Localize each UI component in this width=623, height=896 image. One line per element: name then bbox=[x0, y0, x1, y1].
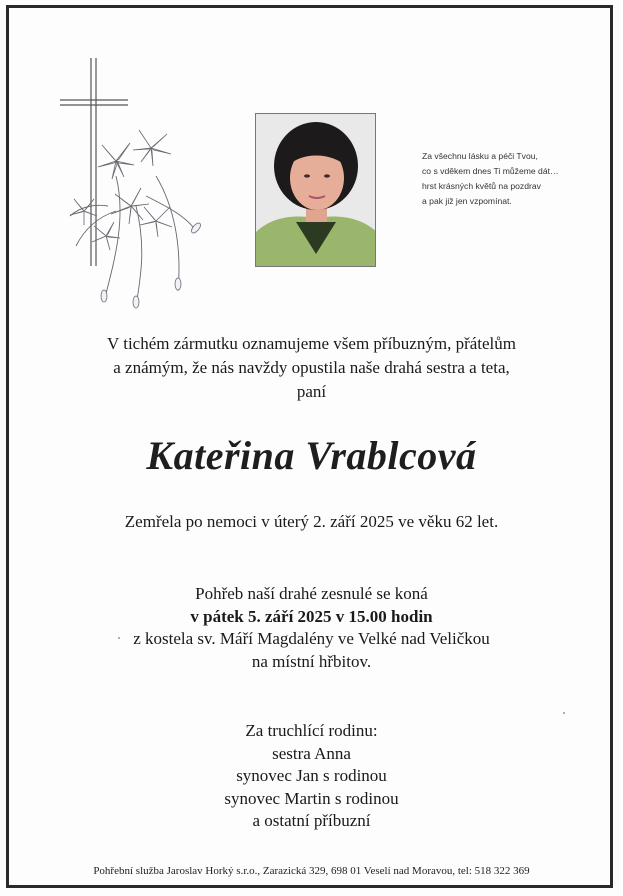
funeral-service-footer: Pohřební služba Jaroslav Horký s.r.o., Zarazická 329, 698 01 Veselí nad Moravou, tel: 518 322 369 bbox=[93, 865, 530, 877]
funeral-date-time: v pátek 5. září 2025 v 15.00 hodin bbox=[190, 606, 433, 626]
family-heading: Za truchlící rodinu: bbox=[245, 721, 378, 740]
poem-line: hrst krásných květů na pozdrav bbox=[422, 181, 541, 191]
cross-with-lilies-icon bbox=[56, 56, 201, 314]
funeral-location: z kostela sv. Máří Magdalény ve Velké nad Veličkou bbox=[133, 629, 490, 648]
family-member: synovec Jan s rodinou bbox=[236, 766, 387, 785]
deceased-name: Kateřina Vrablcová bbox=[146, 433, 477, 478]
poem-line: a pak již jen vzpomínat. bbox=[422, 196, 512, 206]
family-member: a ostatní příbuzní bbox=[252, 811, 371, 830]
announcement-text bbox=[0, 332, 623, 404]
death-notice: Zemřela po nemoci v úterý 2. září 2025 ve věku 62 let. bbox=[124, 512, 499, 531]
funeral-line: Pohřeb naší drahé zesnulé se koná bbox=[195, 584, 428, 603]
announcement-line: V tichém zármutku oznamujeme všem příbuzným, přátelům bbox=[107, 334, 516, 353]
family-member: sestra Anna bbox=[272, 743, 351, 763]
portrait-photo bbox=[255, 113, 376, 267]
announcement-line: a známým, že nás navždy opustila naše drahá sestra a teta, bbox=[113, 358, 510, 377]
announcement-line: paní bbox=[296, 382, 327, 401]
poem-line: Za všechnu lásku a péči Tvou, bbox=[422, 151, 538, 161]
scan-speck bbox=[563, 712, 565, 714]
scan-speck bbox=[118, 637, 120, 639]
funeral-line: na místní hřbitov. bbox=[251, 651, 372, 671]
family-member: synovec Martin s rodinou bbox=[224, 788, 399, 808]
mourning-family bbox=[0, 720, 623, 833]
funeral-details bbox=[0, 583, 623, 673]
poem-line: co s vděkem dnes Ti můžeme dát… bbox=[422, 166, 559, 176]
memorial-poem bbox=[422, 149, 612, 209]
